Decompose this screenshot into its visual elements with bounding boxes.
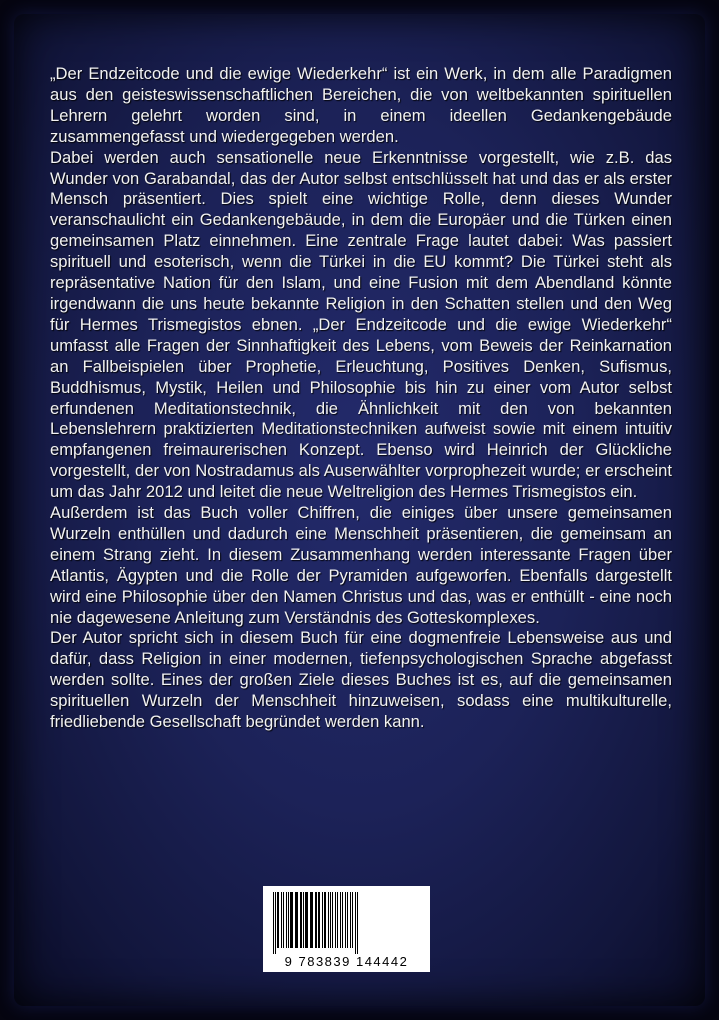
barcode-bar bbox=[340, 892, 341, 948]
blurb-paragraph-2: Dabei werden auch sensationelle neue Erkenntnisse vorgestellt, wie z.B. das Wunder von Garabandal, das der Autor selbst entschlüsselt hat und das er als erster Mensch präsentiert. Dies spielt eine wichtige Rolle, denn dieses Wunder veranschaulicht ein Gedankengebäude, in dem die Europäer und die Türken einen gemeinsamen Platz einnehmen. Eine zentrale Frage lautet dabei: Was passiert spirituell und esoterisch, wenn die Türkei in die EU kommt? Die Türkei steht als repräsentative Nation für den Islam, und eine Fusion mit dem Abendland könnte irgendwann die uns heute bekannte Religion in den Schatten stellen und den Weg für Hermes Trismegistos ebnen. „Der Endzeitcode und die ewige Wiederkehr“ umfasst alle Fragen der Sinnhaftigkeit des Lebens, vom Beweis der Reinkarnation an Fallbeispielen über Prophetie, Erleuchtung, Positives Denken, Sufismus, Buddhismus, Mystik, Heilen und Philosophie bis hin zu einer vom Autor selbst erfundenen Meditationstechnik, die Ähnlichkeit mit den von bekannten Lebenslehrern praktizierten Meditationstechniken aufweist sowie mit einem intuitiv empfangenen freimaurerischen Konzept. Ebenso wird Heinrich der Glückliche vorgestellt, der von Nostradamus als Auserwählter vorprophezeit wurde; er erscheint um das Jahr 2012 und leitet die neue Weltreligion des Hermes Trismegistos ein. bbox=[50, 147, 672, 502]
barcode-bar bbox=[281, 892, 282, 948]
blurb-text bbox=[50, 64, 672, 733]
barcode-bar bbox=[357, 892, 358, 954]
barcode-bar bbox=[273, 892, 274, 954]
barcode-bar bbox=[322, 892, 323, 948]
barcode-bar bbox=[310, 892, 313, 948]
barcode-bar bbox=[330, 892, 331, 948]
barcode-bar bbox=[295, 892, 298, 948]
barcode-bar bbox=[305, 892, 308, 948]
barcode-bar bbox=[352, 892, 353, 948]
barcode-bar bbox=[318, 892, 320, 948]
barcode-digits: 9 783839 144442 bbox=[284, 954, 409, 969]
barcode-bar bbox=[337, 892, 338, 948]
barcode-bar bbox=[345, 892, 346, 948]
barcode-bar bbox=[286, 892, 287, 948]
isbn-barcode bbox=[263, 886, 430, 972]
barcode-bar bbox=[303, 892, 304, 948]
barcode-bar bbox=[277, 892, 279, 948]
barcode-bar bbox=[315, 892, 317, 948]
barcode-bar bbox=[275, 892, 276, 954]
barcode-bar bbox=[332, 892, 333, 948]
barcode-bar bbox=[355, 892, 356, 954]
blurb-paragraph-4: Der Autor spricht sich in diesem Buch für eine dogmenfreie Lebensweise aus und dafür, dass Religion in einer modernen, tiefenpsychologischen Sprache abgefasst werden sollte. Eines der großen Ziele dieses Buches ist es, auf die gemeinsamen spirituellen Wurzeln der Menschheit hinzuweisen, sodass eine multikulturelle, friedliebende Gesellschaft begründet werden kann. bbox=[50, 628, 672, 732]
barcode-bars bbox=[263, 886, 430, 956]
barcode-bar bbox=[347, 892, 348, 948]
barcode-bar bbox=[290, 892, 293, 948]
barcode-bar bbox=[324, 892, 326, 948]
barcode-bar bbox=[283, 892, 284, 948]
barcode-bar bbox=[288, 892, 289, 948]
barcode-bar bbox=[300, 892, 302, 948]
blurb-paragraph-1: „Der Endzeitcode und die ewige Wiederkehr“ ist ein Werk, in dem alle Paradigmen aus den geisteswissenschaftlichen Bereichen, die von weltbekannten spirituellen Lehrern gelehrt worden sind, in einem ideellen Gedankengebäude zusammengefasst und wiedergegeben werden. bbox=[50, 64, 672, 146]
barcode-bar bbox=[328, 892, 329, 948]
barcode-bar bbox=[350, 892, 351, 948]
blurb-paragraph-3: Außerdem ist das Buch voller Chiffren, die einiges über unsere gemeinsamen Wurzeln enthüllen und dadurch eine Menschheit präsentieren, die gemeinsam an einem Strang zieht. In diesem Zusammenhang werden interessante Fragen über Atlantis, Ägypten und die Rolle der Pyramiden aufgeworfen. Ebenfalls dargestellt wird eine Philosophie über den Namen Christus und das, was er enthüllt - eine noch nie dagewesene Anleitung zum Verständnis des Gotteskomplexes. bbox=[50, 503, 672, 627]
barcode-bar bbox=[342, 892, 343, 948]
barcode-bar bbox=[335, 892, 336, 948]
